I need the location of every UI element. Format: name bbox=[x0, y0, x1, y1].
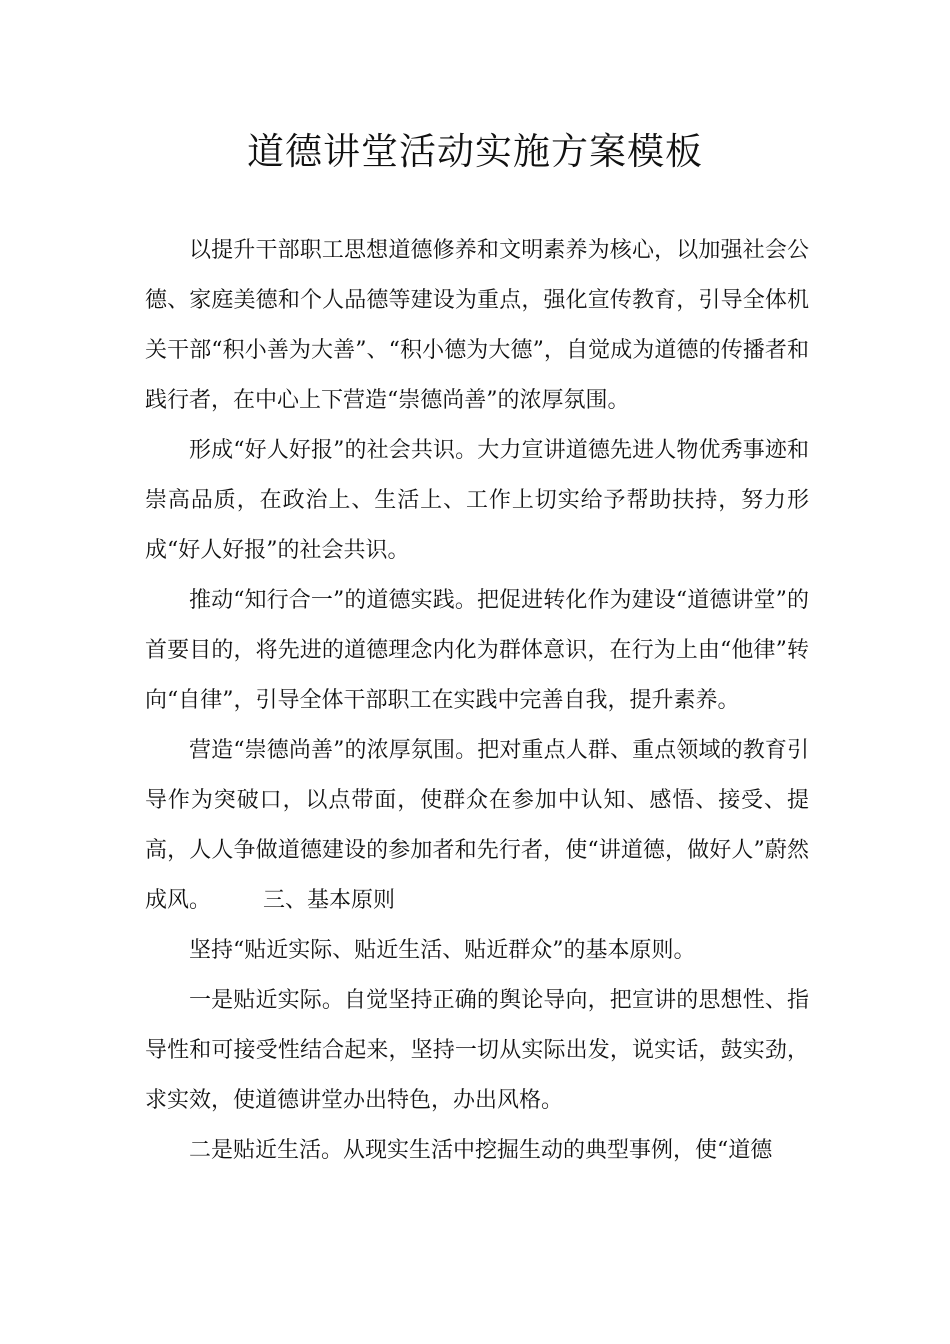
paragraph-5: 坚持“贴近实际、贴近生活、贴近群众”的基本原则。 bbox=[189, 938, 696, 963]
paragraph-7: 二是贴近生活。从现实生活中挖掘生动的典型事例，使“道德 bbox=[189, 1138, 773, 1163]
document-title: 道德讲堂活动实施方案模板 bbox=[247, 130, 703, 173]
paragraph-1: 以提升干部职工思想道德修养和文明素养为核心，以加强社会公德、家庭美德和个人品德等建设为重点，强化宣传教育，引导全体机关干部“积小善为大善”、“积小德为大德”，自觉成为道德的传播者和践行者，在中心上下营造“崇德尚善”的浓厚氛围。 bbox=[145, 238, 809, 413]
paragraph-6: 一是贴近实际。自觉坚持正确的舆论导向，把宣讲的思想性、指导性和可接受性结合起来，坚持一切从实际出发，说实话，鼓实劲，求实效，使道德讲堂办出特色，办出风格。 bbox=[145, 988, 809, 1113]
paragraph-4 bbox=[145, 726, 809, 926]
document-body bbox=[145, 226, 809, 1176]
paragraph-3: 推动“知行合一”的道德实践。把促进转化作为建设“道德讲堂”的首要目的，将先进的道德理念内化为群体意识，在行为上由“他律”转向“自律”，引导全体干部职工在实践中完善自我，提升素养。 bbox=[145, 588, 809, 713]
section-heading: 三、基本原则 bbox=[263, 888, 396, 913]
paragraph-4-text: 营造“崇德尚善”的浓厚氛围。把对重点人群、重点领域的教育引导作为突破口，以点带面，使群众在参加中认知、感悟、接受、提高，人人争做道德建设的参加者和先行者，使“讲道德，做好人”蔚然成风。 bbox=[145, 738, 809, 913]
paragraph-2: 形成“好人好报”的社会共识。大力宣讲道德先进人物优秀事迹和崇高品质，在政治上、生活上、工作上切实给予帮助扶持，努力形成“好人好报”的社会共识。 bbox=[145, 438, 809, 563]
